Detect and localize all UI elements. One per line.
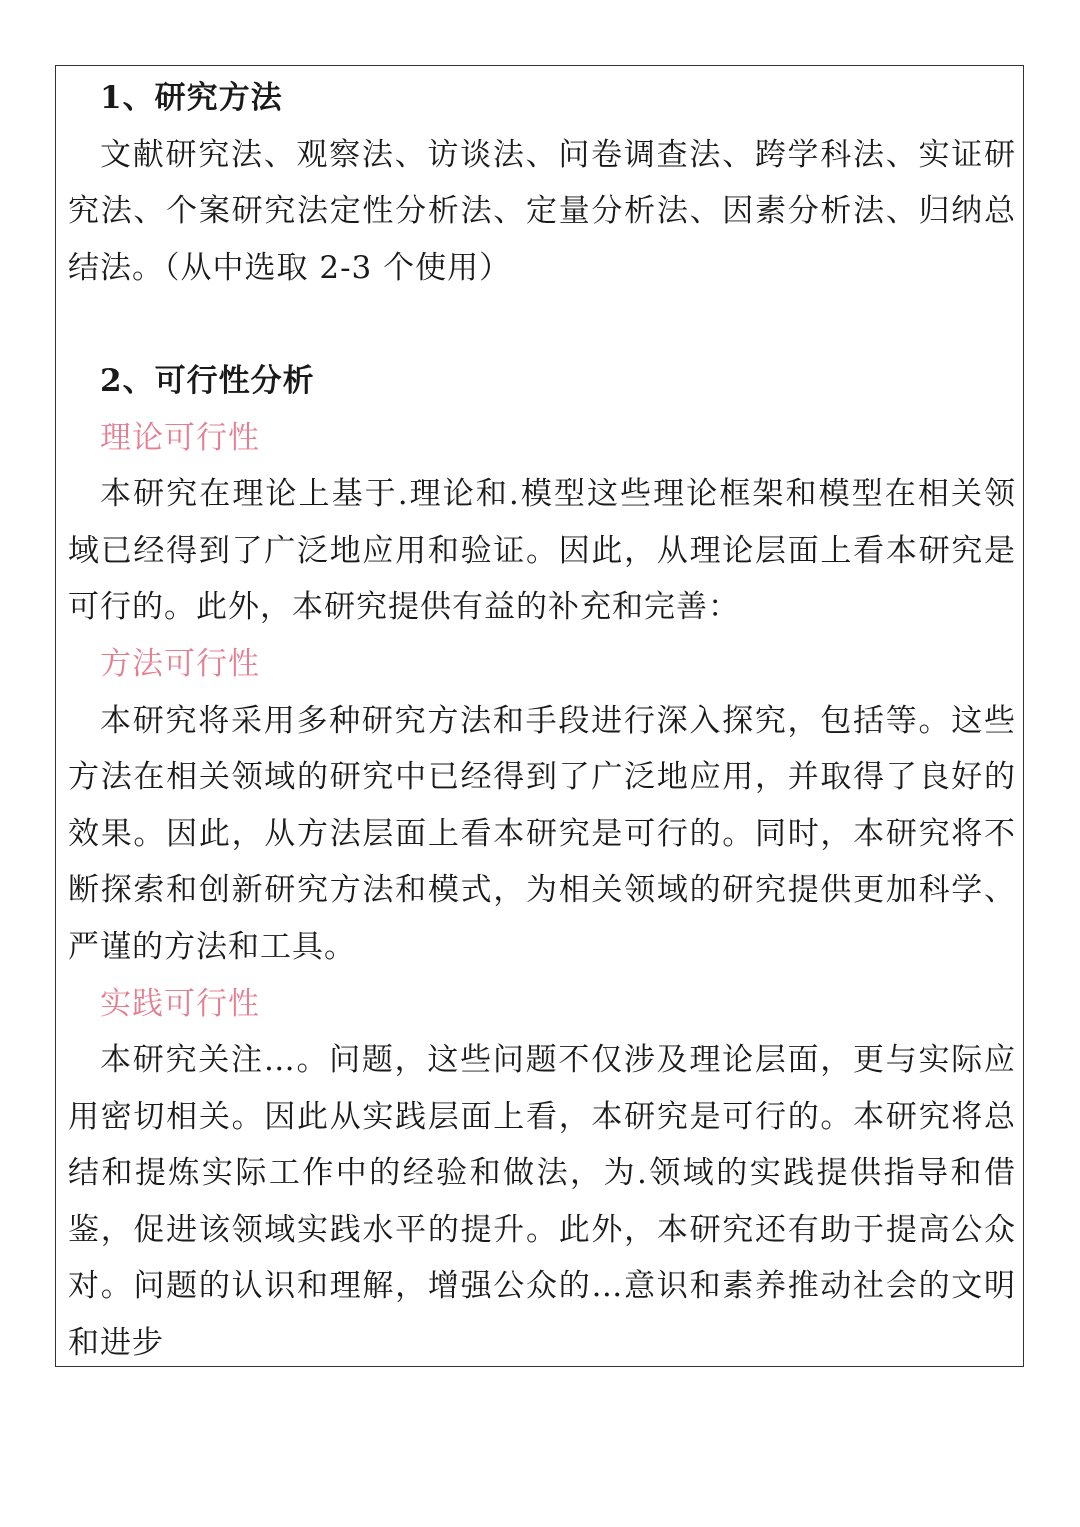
method-feasibility-paragraph: 本研究将采用多种研究方法和手段进行深入探究，包括等。这些方法在相关领域的研究中已经得到了广泛地应用，并取得了良好的效果。因此，从方法层面上看本研究是可行的。同时，本研究将不断探索和创新研究方法和模式，为相关领域的研究提供更加科学、严谨的方法和工具。	[68, 702, 1016, 965]
practice-feasibility-paragraph: 本研究关注…。问题，这些问题不仅涉及理论层面，更与实际应用密切相关。因此从实践层面上看，本研究是可行的。本研究将总结和提炼实际工作中的经验和做法，为.领域的实践提供指导和借鉴，促进该领域实践水平的提升。此外，本研究还有助于提高公众对。问题的认识和理解，增强公众的…意识和素养推动社会的文明和进步	[68, 1042, 1016, 1362]
blank-line	[68, 296, 1016, 353]
research-methods-paragraph: 文献研究法、观察法、访谈法、问卷调查法、跨学科法、实证研究法、个案研究法定性分析法、定量分析法、因素分析法、归纳总结法。（从中选取 2-3 个使用）	[68, 136, 1016, 286]
document-content	[68, 70, 1016, 1372]
theory-feasibility-paragraph: 本研究在理论上基于.理论和.模型这些理论框架和模型在相关领域已经得到了广泛地应用和验证。因此，从理论层面上看本研究是可行的。此外，本研究提供有益的补充和完善：	[68, 476, 1016, 626]
section-heading-research-methods: 1、研究方法	[100, 80, 283, 116]
subheading-practice-feasibility: 实践可行性	[100, 985, 260, 1022]
subheading-method-feasibility: 方法可行性	[100, 645, 260, 682]
subheading-theory-feasibility: 理论可行性	[100, 419, 260, 456]
section-heading-feasibility: 2、可行性分析	[100, 362, 315, 399]
